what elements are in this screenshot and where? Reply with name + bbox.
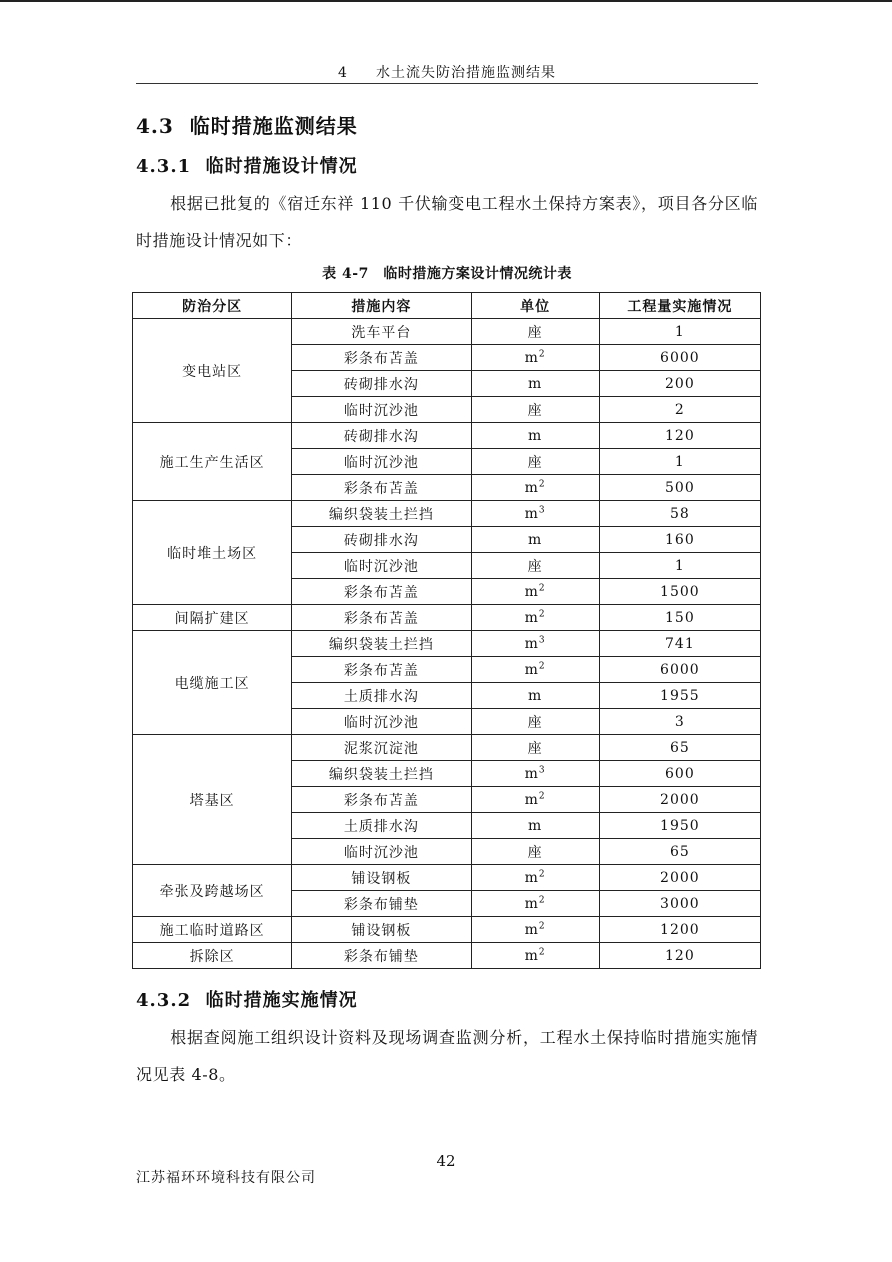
top-border [0, 0, 892, 2]
unit-text: m [524, 947, 539, 964]
table-row [133, 319, 761, 345]
unit-cell [471, 605, 599, 631]
measure-cell: 临时沉沙池 [292, 397, 471, 423]
unit-cell [471, 943, 599, 969]
unit-exponent: 2 [538, 608, 546, 619]
header-chapter-title: 水土流失防治措施监测结果 [375, 65, 556, 81]
header-chapter-number: 4 [338, 65, 348, 81]
quantity-cell: 741 [599, 631, 760, 657]
quantity-cell: 1 [599, 319, 760, 345]
unit-exponent: 2 [538, 790, 546, 801]
unit-text: m [524, 505, 539, 522]
unit-cell [471, 527, 599, 553]
unit-exponent: 3 [538, 634, 546, 645]
unit-cell [471, 345, 599, 371]
section-heading [136, 110, 358, 139]
measure-cell: 彩条布苫盖 [292, 787, 471, 813]
zone-cell: 间隔扩建区 [133, 605, 292, 631]
unit-text: m [527, 817, 543, 834]
quantity-cell: 500 [599, 475, 760, 501]
unit-text: m [524, 895, 539, 912]
unit-exponent: 3 [538, 764, 546, 775]
measures-table [132, 292, 761, 969]
table-caption: 表 4-7 临时措施方案设计情况统计表 [322, 266, 572, 282]
quantity-cell: 160 [599, 527, 760, 553]
quantity-cell: 1500 [599, 579, 760, 605]
table-row [133, 865, 761, 891]
measure-cell: 砖砌排水沟 [292, 371, 471, 397]
zone-cell: 临时堆土场区 [133, 501, 292, 605]
unit-exponent: 2 [538, 894, 546, 905]
subsection-title: 临时措施实施情况 [205, 990, 358, 1011]
table-row [133, 943, 761, 969]
header-divider [136, 83, 758, 84]
unit-exponent: 3 [538, 504, 546, 515]
unit-text: 座 [527, 844, 543, 861]
unit-cell [471, 553, 599, 579]
unit-cell [471, 735, 599, 761]
unit-text: 座 [527, 714, 543, 731]
unit-cell [471, 631, 599, 657]
unit-text: 座 [527, 402, 543, 419]
unit-cell [471, 917, 599, 943]
measure-cell: 铺设钢板 [292, 917, 471, 943]
subsection-heading-design [136, 152, 358, 178]
unit-cell [471, 449, 599, 475]
table-body [133, 319, 761, 969]
quantity-cell: 2 [599, 397, 760, 423]
zone-cell: 拆除区 [133, 943, 292, 969]
quantity-cell: 120 [599, 943, 760, 969]
unit-cell [471, 423, 599, 449]
unit-text: m [527, 427, 543, 444]
quantity-cell: 3000 [599, 891, 760, 917]
footer-company: 江苏福环环境科技有限公司 [136, 1170, 316, 1186]
measure-cell: 彩条布苫盖 [292, 605, 471, 631]
page-number: 42 [436, 1152, 456, 1170]
unit-text: m [527, 375, 543, 392]
table-row [133, 423, 761, 449]
unit-text: m [524, 635, 539, 652]
unit-text: m [527, 687, 543, 704]
unit-cell [471, 475, 599, 501]
measure-cell: 彩条布铺垫 [292, 943, 471, 969]
measure-cell: 泥浆沉淀池 [292, 735, 471, 761]
unit-cell [471, 787, 599, 813]
unit-text: m [524, 609, 539, 626]
subsection-number: 4.3.1 [136, 156, 192, 177]
subsection-number: 4.3.2 [136, 990, 192, 1011]
unit-cell [471, 813, 599, 839]
measure-cell: 砖砌排水沟 [292, 423, 471, 449]
unit-text: 座 [527, 740, 543, 757]
unit-text: 座 [527, 454, 543, 471]
unit-cell [471, 501, 599, 527]
unit-exponent: 2 [538, 660, 546, 671]
unit-cell [471, 891, 599, 917]
measure-cell: 临时沉沙池 [292, 449, 471, 475]
unit-cell [471, 371, 599, 397]
zone-cell: 塔基区 [133, 735, 292, 865]
header-measure: 措施内容 [292, 293, 471, 319]
table-header-row [133, 293, 761, 319]
measure-cell: 洗车平台 [292, 319, 471, 345]
header-zone: 防治分区 [133, 293, 292, 319]
unit-cell [471, 657, 599, 683]
unit-exponent: 2 [538, 582, 546, 593]
table-row [133, 631, 761, 657]
unit-text: m [524, 479, 539, 496]
unit-cell [471, 865, 599, 891]
subsection-heading-implementation [136, 986, 358, 1012]
unit-text: m [524, 791, 539, 808]
quantity-cell: 1955 [599, 683, 760, 709]
unit-text: m [527, 531, 543, 548]
unit-cell [471, 579, 599, 605]
measure-cell: 临时沉沙池 [292, 839, 471, 865]
unit-exponent: 2 [538, 868, 546, 879]
header-quantity: 工程量实施情况 [599, 293, 760, 319]
table-row [133, 605, 761, 631]
quantity-cell: 6000 [599, 345, 760, 371]
measure-cell: 彩条布铺垫 [292, 891, 471, 917]
unit-cell [471, 319, 599, 345]
unit-text: m [524, 349, 539, 366]
measure-cell: 土质排水沟 [292, 813, 471, 839]
quantity-cell: 3 [599, 709, 760, 735]
unit-text: m [524, 765, 539, 782]
unit-text: m [524, 921, 539, 938]
quantity-cell: 600 [599, 761, 760, 787]
implementation-paragraph-text: 根据查阅施工组织设计资料及现场调查监测分析，工程水土保持临时措施实施情况见表 4-8。 [136, 1028, 758, 1084]
unit-cell [471, 397, 599, 423]
unit-cell [471, 839, 599, 865]
quantity-cell: 120 [599, 423, 760, 449]
zone-cell: 施工临时道路区 [133, 917, 292, 943]
measure-cell: 彩条布苫盖 [292, 657, 471, 683]
table-row [133, 917, 761, 943]
design-paragraph [136, 185, 758, 259]
unit-exponent: 2 [538, 478, 546, 489]
section-number: 4.3 [136, 114, 174, 138]
table-row [133, 735, 761, 761]
measure-cell: 编织袋装土拦挡 [292, 631, 471, 657]
subsection-title: 临时措施设计情况 [205, 156, 358, 177]
measure-cell: 临时沉沙池 [292, 553, 471, 579]
measure-cell: 砖砌排水沟 [292, 527, 471, 553]
quantity-cell: 200 [599, 371, 760, 397]
quantity-cell: 65 [599, 839, 760, 865]
unit-cell [471, 683, 599, 709]
zone-cell: 电缆施工区 [133, 631, 292, 735]
unit-cell [471, 709, 599, 735]
measure-cell: 编织袋装土拦挡 [292, 761, 471, 787]
unit-text: 座 [527, 324, 543, 341]
quantity-cell: 1 [599, 449, 760, 475]
section-title: 临时措施监测结果 [189, 114, 358, 138]
measure-cell: 彩条布苫盖 [292, 579, 471, 605]
quantity-cell: 58 [599, 501, 760, 527]
unit-cell [471, 761, 599, 787]
unit-exponent: 2 [538, 920, 546, 931]
quantity-cell: 2000 [599, 865, 760, 891]
measure-cell: 彩条布苫盖 [292, 345, 471, 371]
measure-cell: 临时沉沙池 [292, 709, 471, 735]
measure-cell: 彩条布苫盖 [292, 475, 471, 501]
running-header [136, 62, 758, 82]
table-row [133, 501, 761, 527]
quantity-cell: 1950 [599, 813, 760, 839]
unit-text: m [524, 661, 539, 678]
measure-cell: 编织袋装土拦挡 [292, 501, 471, 527]
zone-cell: 变电站区 [133, 319, 292, 423]
header-unit: 单位 [471, 293, 599, 319]
measure-cell: 土质排水沟 [292, 683, 471, 709]
quantity-cell: 1 [599, 553, 760, 579]
quantity-cell: 6000 [599, 657, 760, 683]
unit-exponent: 2 [538, 946, 546, 957]
design-paragraph-text: 根据已批复的《宿迁东祥 110 千伏输变电工程水土保持方案表》，项目各分区临时措施设计情况如下： [136, 194, 758, 250]
quantity-cell: 1200 [599, 917, 760, 943]
unit-text: m [524, 583, 539, 600]
measure-cell: 铺设钢板 [292, 865, 471, 891]
unit-text: 座 [527, 558, 543, 575]
unit-text: m [524, 869, 539, 886]
zone-cell: 牵张及跨越场区 [133, 865, 292, 917]
quantity-cell: 150 [599, 605, 760, 631]
zone-cell: 施工生产生活区 [133, 423, 292, 501]
implementation-paragraph [136, 1019, 758, 1093]
quantity-cell: 65 [599, 735, 760, 761]
unit-exponent: 2 [538, 348, 546, 359]
quantity-cell: 2000 [599, 787, 760, 813]
